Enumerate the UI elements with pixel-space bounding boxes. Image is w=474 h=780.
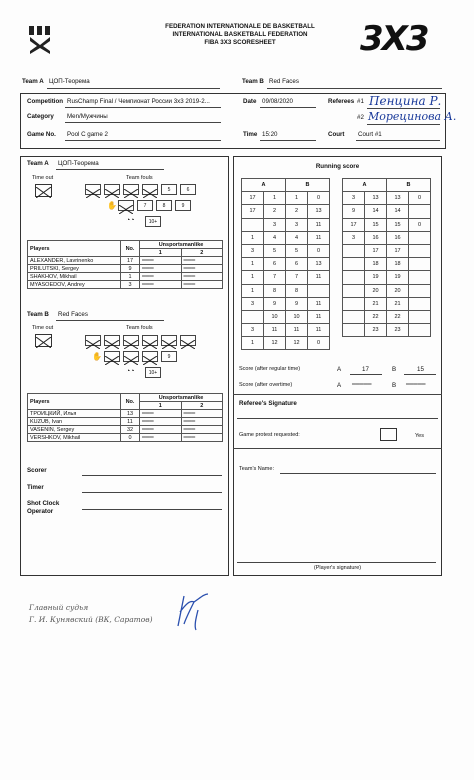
team-b-timeout-label: Time out — [32, 325, 54, 331]
a-player-no: 9 — [343, 205, 365, 218]
fiba-3x3-emblem — [27, 25, 53, 55]
a-player-no — [343, 324, 365, 337]
operator-label: Operator — [27, 508, 54, 515]
team-a-label: Team A — [22, 78, 44, 85]
hand-icon: ✋ — [92, 352, 102, 361]
player-name: MYASOEDOV, Andrey — [28, 281, 121, 289]
player-name: SHAKHOV, Mikhail — [28, 273, 121, 281]
a-player-no — [343, 297, 365, 310]
team-name-label: Team's Name: — [239, 466, 274, 472]
foul-box-crossed — [118, 200, 134, 211]
whistle-icon: ◔◔ — [126, 217, 135, 224]
a-score: 20 — [365, 284, 387, 297]
foul-box: 9 — [175, 200, 191, 211]
b-score: 10 — [286, 310, 308, 323]
referee-1-signature: Пенцина Р. — [369, 94, 442, 108]
unsports-cell: ═══ — [181, 281, 223, 289]
no-header: No. — [121, 394, 140, 410]
b-player-no: 0 — [409, 192, 431, 205]
b-score: 4 — [286, 231, 308, 244]
b-player-no: 11 — [308, 310, 330, 323]
unsports-cell: ═══ — [181, 426, 223, 434]
game-no-value: Pool C game 2 — [67, 131, 108, 138]
unsports-1-header: 1 — [140, 402, 182, 410]
b-player-no — [409, 284, 431, 297]
a-score: 3 — [264, 218, 286, 231]
a-score: 18 — [365, 258, 387, 271]
team-b-panel-label: Team B — [27, 311, 49, 318]
running-score-row — [242, 258, 330, 271]
team-b-timeout-box — [35, 334, 52, 347]
a-player-no: 1 — [242, 258, 264, 271]
b-score: 12 — [286, 337, 308, 350]
player-no: 3 — [121, 281, 140, 289]
table-row — [28, 418, 223, 426]
unsports-cell: ═══ — [181, 410, 223, 418]
a-player-no: 17 — [343, 218, 365, 231]
b-player-no: 11 — [308, 271, 330, 284]
unsports-cell: ═══ — [140, 434, 182, 442]
team-b-panel-name: Red Faces — [58, 311, 88, 318]
running-score-row — [343, 324, 431, 337]
a-player-no: 3 — [242, 324, 264, 337]
whistle-icon: ◔◔ — [126, 368, 135, 375]
score-overtime-label: Score (after overtime) — [239, 382, 293, 388]
team-b-fouls-label: Team fouls — [126, 325, 153, 331]
scorer-label: Scorer — [27, 467, 47, 474]
score-regular-b-label: B — [392, 366, 397, 373]
b-score: 14 — [387, 205, 409, 218]
foul-box-crossed — [142, 351, 158, 362]
table-row — [28, 434, 223, 442]
b-player-no — [308, 284, 330, 297]
b-player-no: 13 — [308, 205, 330, 218]
foul-box-crossed — [142, 335, 158, 346]
foul-box-10plus: 10+ — [145, 367, 161, 378]
players-header: Players — [28, 241, 121, 257]
3x3-logo: 3X3 — [360, 19, 428, 59]
running-score-row — [242, 297, 330, 310]
unsports-header: Unsportsmanlike — [140, 394, 223, 402]
foul-box-crossed — [104, 351, 120, 362]
running-score-row — [242, 231, 330, 244]
a-player-no — [343, 244, 365, 257]
player-no: 9 — [121, 265, 140, 273]
running-score-row — [343, 284, 431, 297]
a-score: 14 — [365, 205, 387, 218]
unsports-cell: ═══ — [181, 273, 223, 281]
player-name: VERSHKOV, Mikhail — [28, 434, 121, 442]
protest-checkbox[interactable] — [380, 428, 397, 441]
b-score: 18 — [387, 258, 409, 271]
category-value: Men/Мужчины — [67, 113, 108, 120]
running-score-row — [242, 324, 330, 337]
a-player-no: 3 — [343, 231, 365, 244]
score-overtime-a: ═════ — [352, 382, 372, 388]
header-line-2: INTERNATIONAL BASKETBALL FEDERATION — [172, 31, 308, 38]
a-player-no: 1 — [242, 231, 264, 244]
foul-box-crossed — [104, 335, 120, 346]
b-score: 20 — [387, 284, 409, 297]
a-player-no: 17 — [242, 205, 264, 218]
team-a-name: ЦОП-Теорема — [49, 78, 90, 85]
a-score: 6 — [264, 258, 286, 271]
a-player-no — [242, 218, 264, 231]
b-player-no — [409, 310, 431, 323]
referees-label: Referees — [328, 98, 355, 105]
running-score-row — [343, 218, 431, 231]
running-score-row — [242, 205, 330, 218]
b-player-no: 13 — [308, 258, 330, 271]
a-score: 10 — [264, 310, 286, 323]
a-score: 21 — [365, 297, 387, 310]
a-score: 5 — [264, 244, 286, 257]
protest-label: Game protest requested: — [239, 432, 300, 438]
score-regular-b: 15 — [417, 366, 424, 373]
b-score: 9 — [286, 297, 308, 310]
column-a-header: A — [242, 179, 286, 192]
table-row — [28, 273, 223, 281]
b-player-no — [409, 244, 431, 257]
b-player-no: 11 — [308, 231, 330, 244]
running-score-row — [242, 337, 330, 350]
team-b-name: Red Faces — [269, 78, 299, 85]
no-header: No. — [121, 241, 140, 257]
b-score: 17 — [387, 244, 409, 257]
unsports-1-header: 1 — [140, 249, 182, 257]
score-overtime-a-label: A — [337, 382, 342, 389]
a-score: 2 — [264, 205, 286, 218]
running-score-row — [242, 244, 330, 257]
score-overtime-b-label: B — [392, 382, 397, 389]
date-label: Date — [243, 98, 257, 105]
b-score: 22 — [387, 310, 409, 323]
b-score: 2 — [286, 205, 308, 218]
running-score-row — [242, 192, 330, 205]
b-player-no: 0 — [308, 192, 330, 205]
player-no: 11 — [121, 418, 140, 426]
team-a-panel-name: ЦОП-Теорема — [58, 160, 99, 167]
cross-mark-icon — [36, 187, 51, 198]
team-a-players-table — [27, 240, 223, 289]
foul-box-crossed — [123, 351, 139, 362]
player-no: 1 — [121, 273, 140, 281]
player-no: 32 — [121, 426, 140, 434]
running-score-row — [242, 310, 330, 323]
a-score: 1 — [264, 192, 286, 205]
running-score-row — [343, 297, 431, 310]
a-player-no — [343, 271, 365, 284]
b-score: 7 — [286, 271, 308, 284]
foul-box-crossed — [180, 335, 196, 346]
foul-box: 7 — [137, 200, 153, 211]
a-score: 8 — [264, 284, 286, 297]
b-score: 16 — [387, 231, 409, 244]
running-score-row — [343, 310, 431, 323]
referee-2-no: #2 — [357, 114, 364, 121]
unsports-2-header: 2 — [181, 402, 223, 410]
player-no: 17 — [121, 257, 140, 265]
b-score: 19 — [387, 271, 409, 284]
player-name: VASENIN, Sergey — [28, 426, 121, 434]
foul-box-crossed — [123, 184, 139, 195]
running-score-row — [343, 271, 431, 284]
chief-referee-title: Главный судья — [29, 603, 89, 612]
foul-box-crossed — [142, 184, 158, 195]
player-no: 0 — [121, 434, 140, 442]
running-score-left-table — [241, 178, 330, 350]
team-a-timeout-box — [35, 184, 52, 197]
a-score: 4 — [264, 231, 286, 244]
header-line-3: FIBA 3X3 SCORESHEET — [204, 39, 276, 46]
a-player-no: 3 — [242, 297, 264, 310]
b-player-no: 0 — [308, 244, 330, 257]
score-regular-label: Score (after regular time) — [239, 366, 301, 372]
running-score-row — [343, 192, 431, 205]
foul-box-crossed — [104, 184, 120, 195]
unsports-2-header: 2 — [181, 249, 223, 257]
competition-value: RusChamp Final / Чемпионат России 3х3 2019-2... — [67, 98, 210, 105]
b-score: 23 — [387, 324, 409, 337]
foul-box-crossed — [123, 335, 139, 346]
unsports-cell: ═══ — [140, 418, 182, 426]
foul-box: 5 — [161, 184, 177, 195]
column-b-header: B — [387, 179, 431, 192]
a-score: 7 — [264, 271, 286, 284]
player-no: 13 — [121, 410, 140, 418]
a-score: 11 — [264, 324, 286, 337]
referee-1-no: #1 — [357, 98, 364, 105]
protest-yes-label: Yes — [415, 433, 424, 439]
running-score-row — [242, 218, 330, 231]
unsports-cell: ═══ — [181, 257, 223, 265]
table-row — [28, 281, 223, 289]
a-score: 9 — [264, 297, 286, 310]
score-regular-a-label: A — [337, 366, 342, 373]
running-score-row — [343, 258, 431, 271]
unsports-cell: ═══ — [140, 265, 182, 273]
foul-box: 8 — [156, 200, 172, 211]
foul-box-crossed — [161, 335, 177, 346]
court-label: Court — [328, 131, 345, 138]
a-player-no: 1 — [242, 271, 264, 284]
a-player-no: 17 — [242, 192, 264, 205]
chief-referee-name: Г. И. Кунявский (ВК, Саратов) — [29, 615, 153, 624]
a-player-no: 3 — [343, 192, 365, 205]
game-no-label: Game No. — [27, 131, 56, 138]
player-name: KUZUB, Ivan — [28, 418, 121, 426]
player-name: ТРОИЦКИЙ, Илья — [28, 410, 121, 418]
player-name: PRILUTSKI, Sergey — [28, 265, 121, 273]
team-a-fouls-label: Team fouls — [126, 175, 153, 181]
cross-mark-icon — [36, 337, 51, 348]
team-b-label: Team B — [242, 78, 264, 85]
unsports-cell: ═══ — [140, 257, 182, 265]
emblem-icon — [27, 25, 53, 55]
b-player-no: 11 — [308, 324, 330, 337]
time-value: 15:20 — [262, 131, 278, 138]
b-player-no — [409, 271, 431, 284]
a-player-no — [343, 284, 365, 297]
a-player-no: 1 — [242, 284, 264, 297]
table-row — [28, 265, 223, 273]
running-score-row — [242, 284, 330, 297]
b-player-no — [409, 297, 431, 310]
b-score: 11 — [286, 324, 308, 337]
foul-box-10plus: 10+ — [145, 216, 161, 227]
referee-2-signature: Морецинова А. — [368, 110, 457, 123]
unsports-cell: ═══ — [181, 434, 223, 442]
unsports-header: Unsportsmanlike — [140, 241, 223, 249]
player-name: ALEXANDER, Lavrinenko — [28, 257, 121, 265]
court-value: Court #1 — [358, 131, 382, 138]
foul-box: 9 — [161, 351, 177, 362]
timer-label: Timer — [27, 484, 44, 491]
team-a-panel-label: Team A — [27, 160, 49, 167]
table-row — [28, 410, 223, 418]
b-player-no — [409, 205, 431, 218]
column-a-header: A — [343, 179, 387, 192]
unsports-cell: ═══ — [181, 265, 223, 273]
a-score: 17 — [365, 244, 387, 257]
a-player-no — [343, 310, 365, 323]
running-score-row — [343, 205, 431, 218]
b-player-no: 11 — [308, 297, 330, 310]
b-player-no: 0 — [308, 337, 330, 350]
score-regular-a: 17 — [362, 366, 369, 373]
table-row — [28, 257, 223, 265]
player-signature-label: (Player's signature) — [313, 565, 362, 571]
competition-label: Competition — [27, 98, 64, 105]
b-score: 15 — [387, 218, 409, 231]
a-score: 16 — [365, 231, 387, 244]
running-score-row — [242, 271, 330, 284]
a-score: 13 — [365, 192, 387, 205]
hand-icon: ✋ — [107, 201, 117, 210]
unsports-cell: ═══ — [140, 410, 182, 418]
b-player-no — [409, 231, 431, 244]
a-player-no: 1 — [242, 337, 264, 350]
b-score: 1 — [286, 192, 308, 205]
a-player-no — [242, 310, 264, 323]
foul-box: 6 — [180, 184, 196, 195]
a-score: 12 — [264, 337, 286, 350]
date-value: 09/08/2020 — [262, 98, 293, 105]
b-score: 21 — [387, 297, 409, 310]
chief-referee-signature — [172, 590, 214, 632]
unsports-cell: ═══ — [140, 273, 182, 281]
b-score: 8 — [286, 284, 308, 297]
running-score-row — [343, 244, 431, 257]
players-header: Players — [28, 394, 121, 410]
unsports-cell: ═══ — [181, 418, 223, 426]
b-player-no: 11 — [308, 218, 330, 231]
category-label: Category — [27, 113, 54, 120]
shot-clock-label: Shot Clock — [27, 500, 60, 507]
time-label: Time — [243, 131, 258, 138]
table-row — [28, 426, 223, 434]
a-score: 23 — [365, 324, 387, 337]
referee-signature-label: Referee's Signature — [239, 400, 297, 407]
unsports-cell: ═══ — [140, 281, 182, 289]
unsports-cell: ═══ — [140, 426, 182, 434]
header-line-1: FEDERATION INTERNATIONALE DE BASKETBALL — [165, 23, 315, 30]
b-score: 6 — [286, 258, 308, 271]
foul-box-crossed — [85, 335, 101, 346]
running-score-row — [343, 231, 431, 244]
a-score: 15 — [365, 218, 387, 231]
score-overtime-b: ═════ — [406, 382, 426, 388]
b-score: 3 — [286, 218, 308, 231]
b-score: 13 — [387, 192, 409, 205]
a-score: 22 — [365, 310, 387, 323]
team-a-timeout-label: Time out — [32, 175, 54, 181]
column-b-header: B — [286, 179, 330, 192]
b-player-no — [409, 258, 431, 271]
b-score: 5 — [286, 244, 308, 257]
running-score-right-table — [342, 178, 431, 337]
a-score: 19 — [365, 271, 387, 284]
foul-box-crossed — [85, 184, 101, 195]
team-b-players-table — [27, 393, 223, 442]
running-score-title: Running score — [315, 163, 360, 170]
a-player-no — [343, 258, 365, 271]
b-player-no — [409, 324, 431, 337]
a-player-no: 3 — [242, 244, 264, 257]
b-player-no: 0 — [409, 218, 431, 231]
